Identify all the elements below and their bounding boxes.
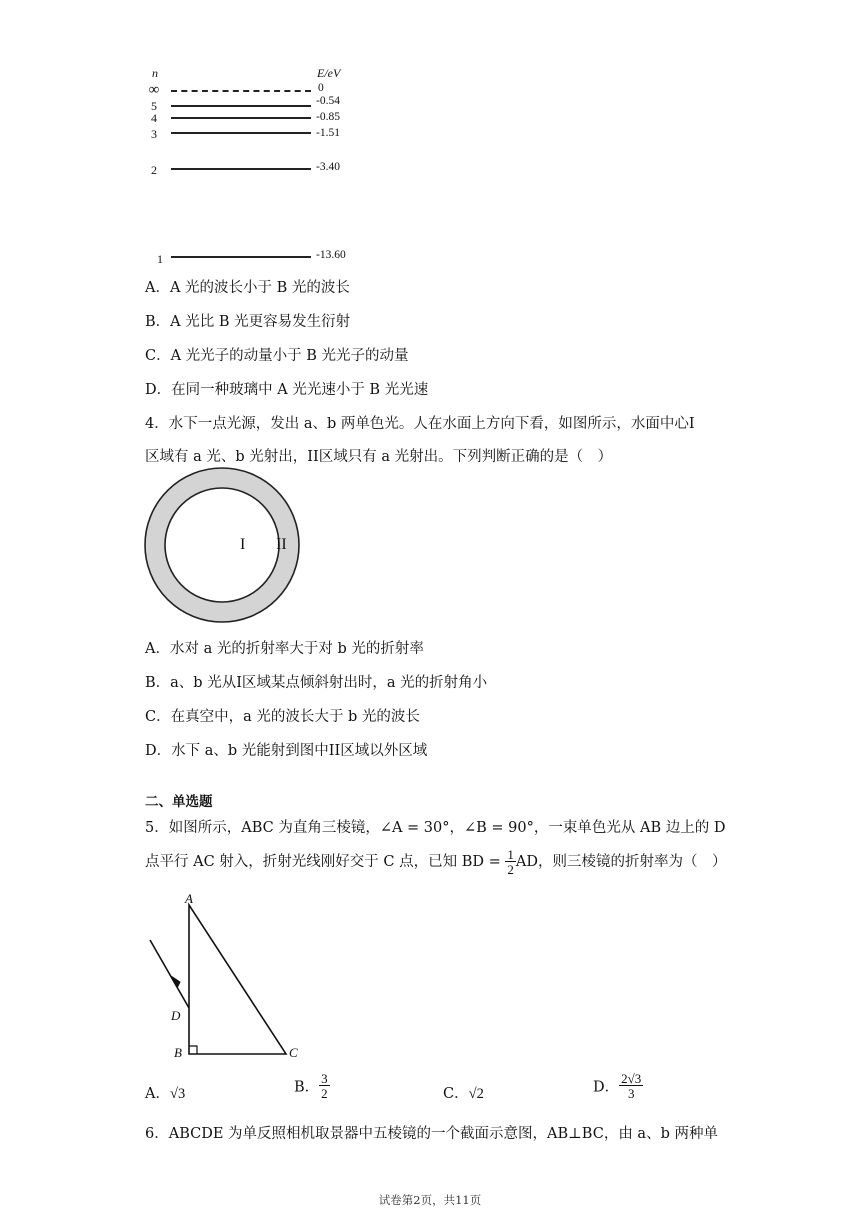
q3-option-b: B．A 光比 B 光更容易发生衍射 <box>145 314 351 330</box>
q5-option-b-label: B． <box>294 1079 320 1096</box>
level-line-3 <box>171 132 311 134</box>
q5-stem-line2-post: AD，则三棱镜的折射率为（ ） <box>515 854 727 870</box>
level-line-1 <box>171 256 311 258</box>
region-i-label: I <box>240 536 246 553</box>
level-n-2: 2 <box>151 163 157 177</box>
point-d-label: D <box>171 1008 181 1023</box>
q4-option-a: A．水对 a 光的折射率大于对 b 光的折射率 <box>145 641 424 657</box>
q5-option-d-den: 3 <box>627 1086 635 1101</box>
q3-option-d: D．在同一种玻璃中 A 光光速小于 B 光光速 <box>145 382 429 398</box>
level-e-inf: 0 <box>318 82 324 94</box>
q5-fraction <box>505 848 516 876</box>
level-line-2 <box>171 168 311 170</box>
level-e-2: -3.40 <box>316 161 340 173</box>
q4-stem-line1: 4．水下一点光源，发出 a、b 两单色光。人在水面上方向下看，如图所示，水面中心I <box>145 416 695 432</box>
level-n-5: 5 <box>151 99 157 113</box>
q4-stem-line2: 区域有 a 光、b 光射出，II区域只有 a 光射出。下列判断正确的是（ ） <box>145 449 613 465</box>
section-heading: 二、单选题 <box>145 794 213 810</box>
level-line-5 <box>171 105 311 107</box>
level-e-5: -0.54 <box>316 95 340 107</box>
q5-stem-line2-pre: 点平行 AC 射入，折射光线刚好交于 C 点，已知 BD = <box>145 854 506 870</box>
q5-option-a-value: √3 <box>169 1086 186 1102</box>
level-n-4: 4 <box>151 111 157 125</box>
vertex-c-label: C <box>289 1045 298 1060</box>
q5-option-d <box>593 1072 643 1100</box>
vertex-a-label: A <box>185 891 193 906</box>
q3-option-c: C．A 光光子的动量小于 B 光光子的动量 <box>145 348 409 364</box>
energy-axis-label: E/eV <box>317 66 341 80</box>
q5-option-c-label: C． <box>443 1086 469 1102</box>
q4-option-c: C．在真空中，a 光的波长大于 b 光的波长 <box>145 709 420 725</box>
q5-option-b <box>294 1072 330 1100</box>
q4-option-b: B．a、b 光从I区域某点倾斜射出时，a 光的折射角小 <box>145 675 488 691</box>
level-e-4: -0.85 <box>316 111 340 123</box>
q5-fraction-num: 1 <box>507 847 514 862</box>
level-e-3: -1.51 <box>316 127 340 139</box>
vertex-b-label: B <box>174 1045 182 1060</box>
level-e-1: -13.60 <box>316 249 346 261</box>
q5-fraction-den: 2 <box>507 862 514 877</box>
level-line-inf <box>171 90 311 92</box>
q3-option-a: A．A 光的波长小于 B 光的波长 <box>145 280 350 296</box>
q5-option-a-label: A． <box>145 1086 170 1102</box>
region-ii-label: II <box>276 536 287 553</box>
q5-stem-line2 <box>145 848 726 876</box>
q5-option-d-num: 2√3 <box>621 1071 642 1086</box>
q5-option-b-den: 2 <box>321 1086 328 1101</box>
n-axis-label: n <box>152 66 158 80</box>
q6-stem-line1: 6．ABCDE 为单反照相机取景器中五棱镜的一个截面示意图，AB⊥BC，由 a、b 两种单 <box>145 1126 718 1142</box>
page-footer: 试卷第2页，共11页 <box>378 1193 482 1207</box>
q5-option-d-label: D． <box>593 1079 620 1096</box>
level-n-1: 1 <box>157 252 163 266</box>
q5-option-a <box>145 1082 185 1103</box>
level-n-3: 3 <box>151 127 157 141</box>
q5-option-b-fraction <box>319 1072 330 1100</box>
q5-stem-line1: 5．如图所示，ABC 为直角三棱镜，∠A = 30°，∠B = 90°，一束单色光从 AB 边上的 D <box>145 820 726 836</box>
q5-option-b-num: 3 <box>321 1071 328 1086</box>
right-triangle-prism-diagram <box>140 890 320 1070</box>
q5-option-c <box>443 1082 484 1103</box>
q4-option-d: D．水下 a、b 光能射到图中II区域以外区域 <box>145 743 428 759</box>
q5-option-d-fraction <box>619 1072 643 1100</box>
level-line-4 <box>171 117 311 119</box>
level-n-inf: ∞ <box>148 82 160 98</box>
q5-option-c-value: √2 <box>468 1086 484 1102</box>
